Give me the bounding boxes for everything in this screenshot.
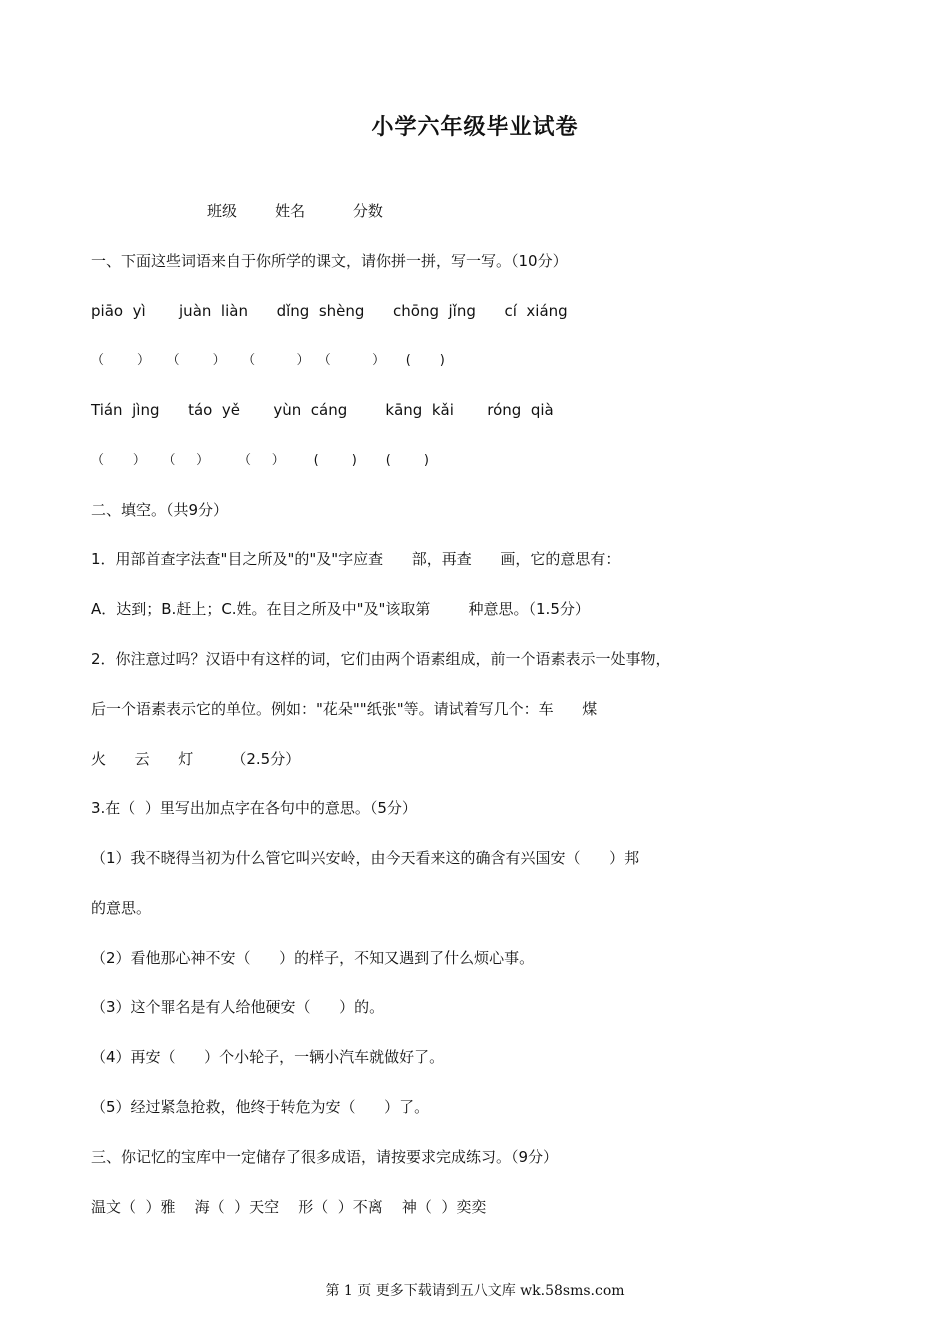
- page-footer: 第 1 页 更多下载请到五八文库 wk.58sms.com: [325, 1283, 625, 1299]
- page-title: 小学六年级毕业试卷: [371, 115, 579, 140]
- idiom-fill-row: 温文（ ）雅 海（ ）天空 形（ ）不离 神（ ）奕奕: [91, 1198, 487, 1216]
- section-1-heading: 一、下面这些词语来自于你所学的课文，请你拼一拼，写一写。（10分）: [91, 252, 568, 270]
- question-2-3-item-3: （3）这个罪名是有人给他硬安（ ）的。: [91, 998, 385, 1016]
- question-2-3-heading: 3.在（ ）里写出加点字在各句中的意思。（5分）: [91, 799, 417, 817]
- question-2-3-item-1-line-1: （1）我不晓得当初为什么管它叫兴安岭，由今天看来这的确含有兴国安（ ）邦: [91, 849, 640, 867]
- answer-blanks-row-2: （ ） （ ） （ ） ( ) ( ): [91, 453, 429, 468]
- question-2-3-item-2: （2）看他那心神不安（ ）的样子，不知又遇到了什么烦心事。: [91, 949, 535, 967]
- question-2-3-item-4: （4）再安（ ）个小轮子，一辆小汽车就做好了。: [91, 1048, 445, 1066]
- question-2-2-line-2: 后一个语素表示它的单位。例如："花朵""纸张"等。请试着写几个：车 煤: [91, 700, 598, 718]
- pinyin-row-1: piāo yì juàn liàn dǐng shèng chōng jǐng cí xiáng: [91, 302, 568, 320]
- student-info-line: 班级 姓名 分数: [207, 202, 383, 220]
- question-2-2-line-3: 火 云 灯 （2.5分）: [91, 750, 301, 768]
- question-2-1-line-2: A．达到；B.赶上；C.姓。在目之所及中"及"该取第 种意思。（1.5分）: [91, 600, 590, 618]
- question-2-3-item-5: （5）经过紧急抢救，他终于转危为安（ ）了。: [91, 1098, 430, 1116]
- question-2-3-item-1-line-2: 的意思。: [91, 899, 152, 917]
- section-2-heading: 二、填空。（共9分）: [91, 501, 229, 519]
- pinyin-row-2: Tián jìng táo yě yùn cáng kāng kǎi róng qià: [91, 401, 554, 419]
- answer-blanks-row-1: （ ） （ ） （ ） （ ） ( ): [91, 353, 445, 368]
- section-3-heading: 三、你记忆的宝库中一定储存了很多成语，请按要求完成练习。（9分）: [91, 1148, 559, 1166]
- question-2-2-line-1: 2．你注意过吗？汉语中有这样的词，它们由两个语素组成，前一个语素表示一处事物，: [91, 650, 671, 668]
- question-2-1-line-1: 1．用部首查字法查"目之所及"的"及"字应查 部，再查 画，它的意思有：: [91, 550, 621, 568]
